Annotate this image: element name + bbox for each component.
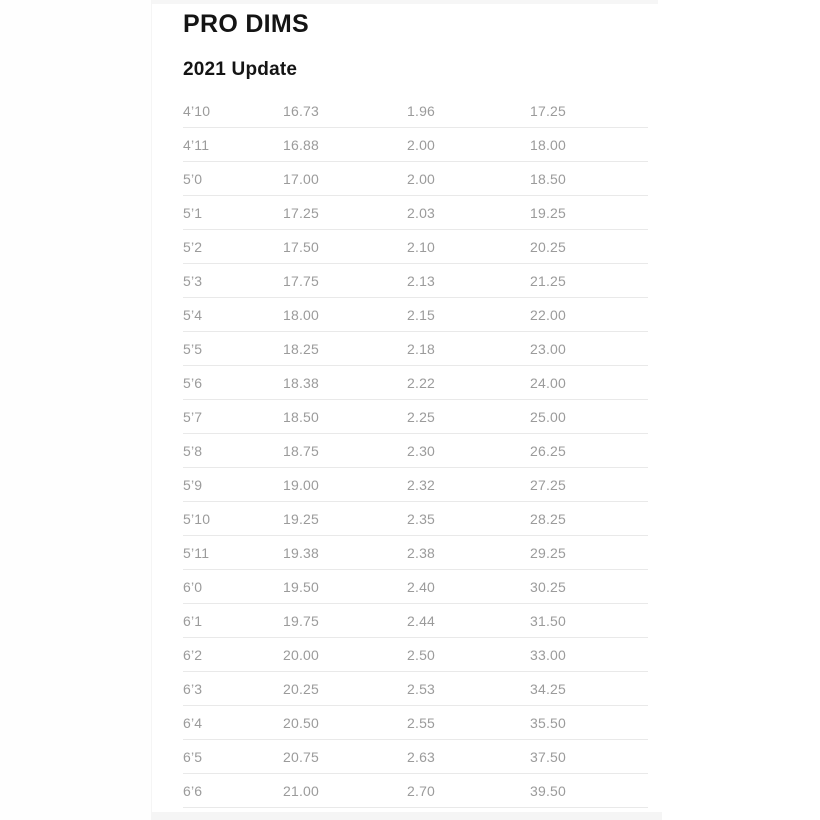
table-cell-width: 21.00	[283, 782, 320, 799]
table-row	[183, 128, 648, 162]
table-cell-volume: 21.25	[530, 272, 567, 289]
table-cell-volume: 17.25	[530, 102, 567, 119]
table-cell-height: 5’2	[183, 238, 203, 255]
table-row	[183, 366, 648, 400]
table-cell-height: 6’5	[183, 748, 203, 765]
table-cell-width: 16.88	[283, 136, 320, 153]
table-cell-height: 4’10	[183, 102, 211, 119]
table-cell-width: 20.75	[283, 748, 320, 765]
table-cell-width: 18.75	[283, 442, 320, 459]
table-cell-thickness: 2.03	[407, 204, 436, 221]
table-cell-thickness: 2.55	[407, 714, 436, 731]
page-title: PRO DIMS	[183, 10, 310, 38]
table-cell-height: 5’0	[183, 170, 203, 187]
table-cell-volume: 28.25	[530, 510, 567, 527]
table-cell-width: 19.38	[283, 544, 320, 561]
table-cell-height: 5’9	[183, 476, 203, 493]
table-cell-height: 5’11	[183, 544, 210, 561]
table-cell-thickness: 2.50	[407, 646, 436, 663]
table-row	[183, 400, 648, 434]
table-cell-thickness: 2.13	[407, 272, 436, 289]
table-cell-thickness: 2.53	[407, 680, 436, 697]
table-cell-height: 5’4	[183, 306, 203, 323]
table-cell-thickness: 2.32	[407, 476, 436, 493]
table-cell-thickness: 2.00	[407, 170, 436, 187]
table-cell-width: 20.25	[283, 680, 320, 697]
table-row	[183, 196, 648, 230]
table-cell-height: 6’2	[183, 646, 203, 663]
table-cell-volume: 27.25	[530, 476, 567, 493]
table-cell-width: 18.00	[283, 306, 320, 323]
table-cell-height: 5’6	[183, 374, 203, 391]
table-cell-width: 19.00	[283, 476, 320, 493]
page-subtitle: 2021 Update	[183, 59, 298, 80]
table-cell-height: 6’6	[183, 782, 203, 799]
table-cell-volume: 22.00	[530, 306, 567, 323]
table-row	[183, 94, 648, 128]
table-cell-thickness: 2.63	[407, 748, 436, 765]
table-cell-thickness: 2.30	[407, 442, 436, 459]
top-edge-strip	[152, 0, 658, 4]
table-row	[183, 298, 648, 332]
table-cell-volume: 29.25	[530, 544, 567, 561]
table-cell-width: 16.73	[283, 102, 320, 119]
table-cell-height: 6’3	[183, 680, 203, 697]
table-cell-thickness: 2.40	[407, 578, 436, 595]
table-cell-width: 18.50	[283, 408, 320, 425]
table-row	[183, 468, 648, 502]
table-cell-height: 4’11	[183, 136, 210, 153]
table-cell-volume: 37.50	[530, 748, 567, 765]
table-row	[183, 638, 648, 672]
table-cell-volume: 23.00	[530, 340, 567, 357]
table-cell-volume: 34.25	[530, 680, 567, 697]
table-cell-thickness: 2.44	[407, 612, 436, 629]
table-cell-volume: 26.25	[530, 442, 567, 459]
table-cell-width: 17.75	[283, 272, 320, 289]
table-row	[183, 502, 648, 536]
table-cell-volume: 18.00	[530, 136, 567, 153]
table-cell-thickness: 2.25	[407, 408, 436, 425]
table-row	[183, 332, 648, 366]
table-cell-volume: 18.50	[530, 170, 567, 187]
bottom-edge-strip	[152, 812, 662, 820]
table-cell-width: 20.00	[283, 646, 320, 663]
table-cell-height: 5’10	[183, 510, 211, 527]
table-cell-thickness: 2.22	[407, 374, 436, 391]
table-cell-width: 17.25	[283, 204, 320, 221]
table-cell-height: 5’1	[183, 204, 203, 221]
table-row	[183, 774, 648, 808]
table-row	[183, 706, 648, 740]
table-row	[183, 570, 648, 604]
table-cell-thickness: 1.96	[407, 102, 436, 119]
table-cell-width: 19.75	[283, 612, 320, 629]
table-row	[183, 434, 648, 468]
table-cell-volume: 19.25	[530, 204, 567, 221]
table-cell-thickness: 2.18	[407, 340, 436, 357]
table-cell-height: 5’7	[183, 408, 203, 425]
table-cell-volume: 35.50	[530, 714, 567, 731]
table-cell-volume: 31.50	[530, 612, 567, 629]
table-cell-thickness: 2.70	[407, 782, 436, 799]
table-cell-height: 5’8	[183, 442, 203, 459]
table-cell-volume: 20.25	[530, 238, 567, 255]
table-cell-width: 19.50	[283, 578, 320, 595]
table-cell-volume: 39.50	[530, 782, 567, 799]
table-cell-width: 17.00	[283, 170, 320, 187]
table-cell-thickness: 2.00	[407, 136, 436, 153]
table-cell-volume: 25.00	[530, 408, 567, 425]
table-cell-thickness: 2.38	[407, 544, 436, 561]
table-cell-thickness: 2.15	[407, 306, 436, 323]
table-cell-height: 6’4	[183, 714, 203, 731]
table-row	[183, 162, 648, 196]
table-cell-width: 17.50	[283, 238, 320, 255]
table-row	[183, 536, 648, 570]
table-cell-height: 6’1	[183, 612, 203, 629]
table-cell-width: 20.50	[283, 714, 320, 731]
table-cell-height: 5’5	[183, 340, 203, 357]
table-row	[183, 672, 648, 706]
table-row	[183, 740, 648, 774]
table-cell-thickness: 2.10	[407, 238, 436, 255]
table-cell-width: 19.25	[283, 510, 320, 527]
table-row	[183, 230, 648, 264]
table-cell-volume: 24.00	[530, 374, 567, 391]
table-cell-height: 6’0	[183, 578, 203, 595]
left-margin-rail	[0, 0, 152, 820]
table-row	[183, 264, 648, 298]
table-cell-volume: 30.25	[530, 578, 567, 595]
dims-table	[183, 94, 648, 808]
table-cell-width: 18.25	[283, 340, 320, 357]
table-row	[183, 604, 648, 638]
table-cell-width: 18.38	[283, 374, 320, 391]
table-cell-height: 5’3	[183, 272, 203, 289]
table-cell-thickness: 2.35	[407, 510, 436, 527]
table-cell-volume: 33.00	[530, 646, 567, 663]
